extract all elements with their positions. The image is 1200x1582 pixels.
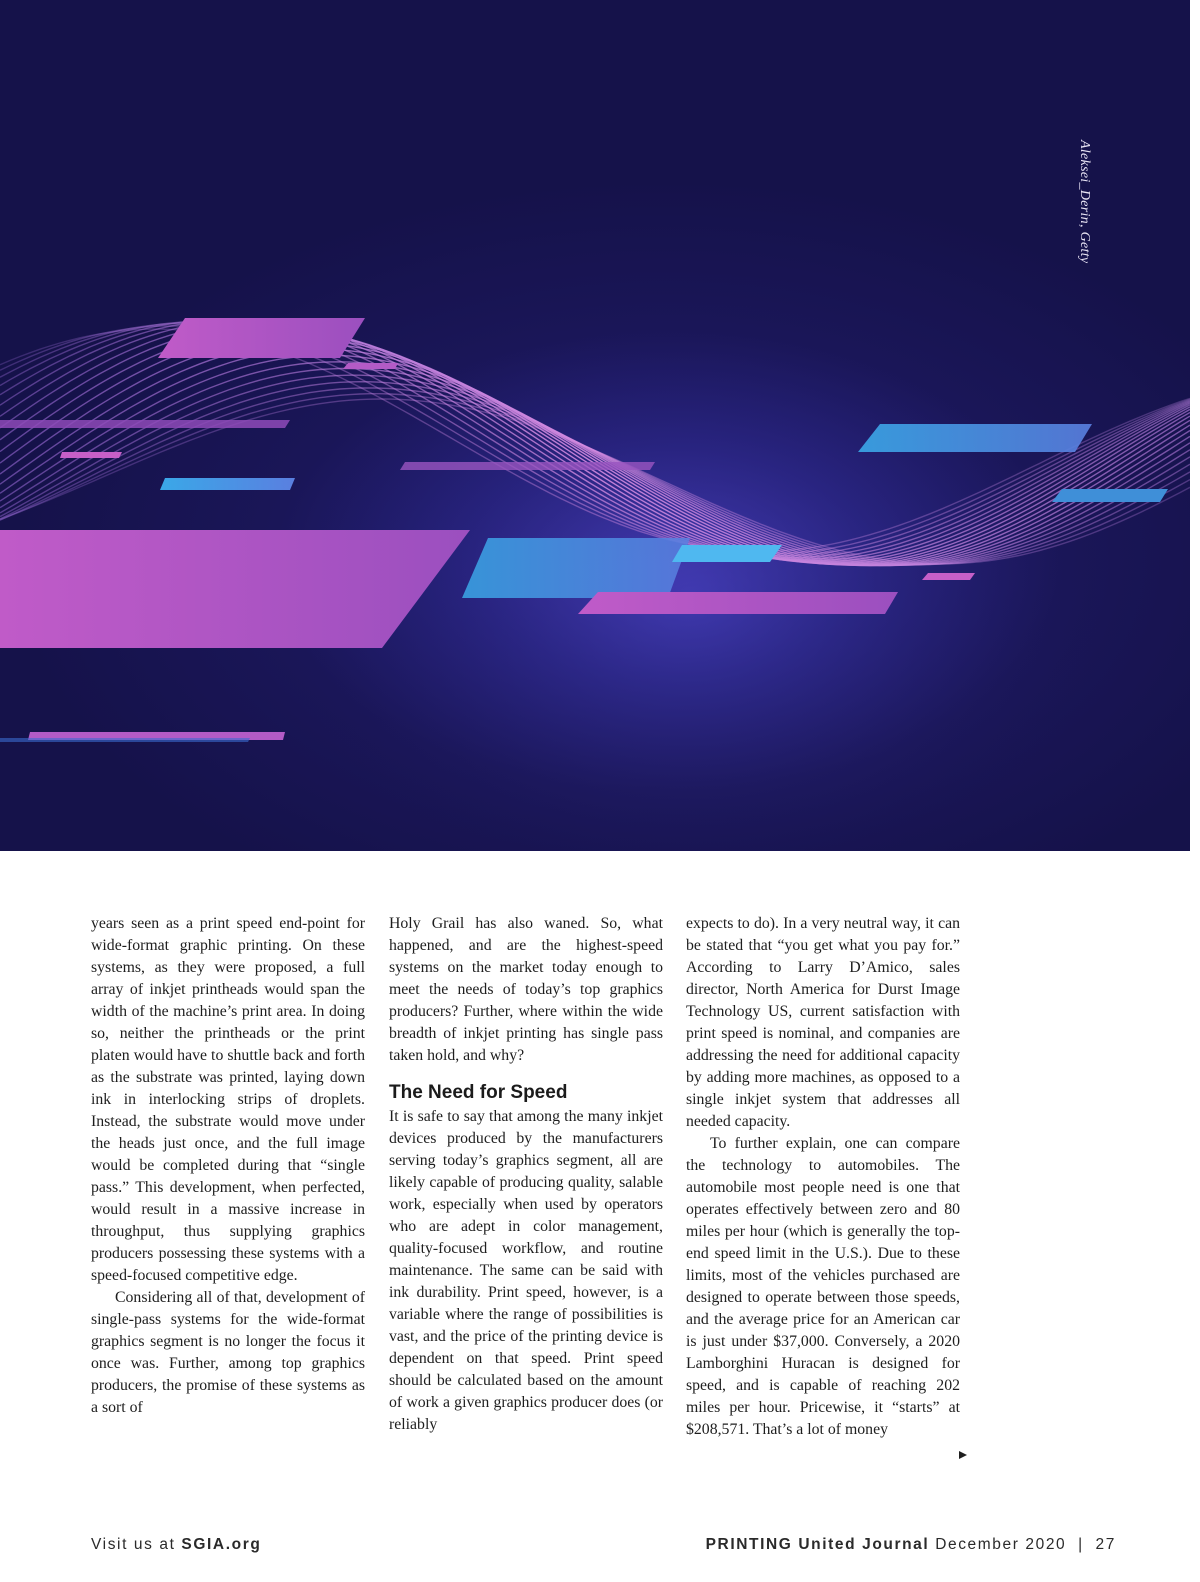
- paragraph: It is safe to say that among the many inkjet devices produced by the manufacturers serving today’s graphics segment, all are likely capable of producing quality, salable work, especially when used by operators who are adept in color management, quality-focused workflow, and routine maintenance. The same can be said with ink durability. Print speed, however, is a variable where the range of possibilities is vast, and the price of the printing device is dependent on that speed. Print speed should be calculated based on the amount of work a given graphics producer does (or reliably: [389, 1108, 663, 1433]
- bar-pink-left: [0, 420, 290, 428]
- paragraph: Holy Grail has also waned. So, what happened, and are the highest-speed systems on the market today enough to meet the needs of today’s top graphics producers? Further, where within the wide breadth of inkjet printing has single pass taken hold, and why?: [389, 915, 663, 1064]
- footer-website: [91, 1536, 261, 1554]
- issue-date: December 2020: [929, 1536, 1067, 1553]
- bar-pink-small: [343, 363, 398, 369]
- article-column-1: [91, 913, 365, 1419]
- paragraph: expects to do). In a very neutral way, it can be stated that “you get what you pay for.” According to Larry D’Amico, sales director, North America for Durst Image Technology US, current satisfaction with print speed is nominal, and companies are addressing the need for additional capacity by adding more machines, as opposed to a single inkjet system that addresses all needed capacity.: [686, 915, 960, 1130]
- paragraph: years seen as a print speed end-point for wide-format graphic printing. On these systems, as they were proposed, a full array of inkjet printheads would span the width of the machine’s print area. In doing so, neither the printheads or the print platen would have to shuttle back and forth as the substrate was printed, laying down ink in interlocking strips of droplets. Instead, the substrate would move under the heads just once, and the full image would be completed during that “single pass.” This development, when perfected, would result in a massive increase in throughput, thus supplying graphics producers possessing these systems with a speed-focused competitive edge.: [91, 915, 365, 1284]
- bar-blue-right: [858, 424, 1092, 452]
- footer-visit-label: Visit us at: [91, 1536, 182, 1553]
- footer-separator: |: [1066, 1536, 1096, 1553]
- article-column-3: [686, 913, 960, 1441]
- paragraph: To further explain, one can compare the technology to automobiles. The automobile most people need is one that operates effectively between zero and 80 miles per hour (which is generally the top-end speed limit in the U.S.). Due to these limits, most of the vehicles purchased are designed to operate between those speeds, and the average price for an American car is just under $37,000. Conversely, a 2020 Lamborghini Huracan is designed for speed, and is capable of reaching 202 miles per hour. Pricewise, it “starts” at $208,571. That’s a lot of money: [686, 1135, 960, 1438]
- photo-credit: Aleksei_Derin, Getty: [1077, 140, 1092, 264]
- page-number: 27: [1095, 1536, 1116, 1553]
- publication-name: PRINTING United Journal: [705, 1536, 930, 1553]
- bar-pink-mid: [400, 462, 655, 470]
- bar-blue-far-right: [1052, 489, 1168, 502]
- article-column-2: [389, 913, 663, 1436]
- bar-pink-bottom: [578, 592, 898, 614]
- bar-blue-faint: [0, 738, 250, 742]
- bar-pink-top: [158, 318, 365, 358]
- bar-blue-center: [462, 538, 690, 598]
- footer-site-link[interactable]: SGIA.org: [181, 1536, 262, 1553]
- bar-blue-bright: [672, 545, 782, 562]
- bar-blue-left: [160, 478, 295, 490]
- bar-pink-dash: [60, 452, 122, 458]
- bar-pink-right-dash: [922, 573, 975, 580]
- section-heading: The Need for Speed: [389, 1082, 568, 1103]
- footer-publication: [706, 1536, 1116, 1554]
- paragraph: Considering all of that, development of single-pass systems for the wide-format graphics segment is no longer the focus it once was. Further, among top graphics producers, the promise of these systems as a sort of: [91, 1289, 365, 1416]
- triangle-right-icon: [958, 1450, 968, 1460]
